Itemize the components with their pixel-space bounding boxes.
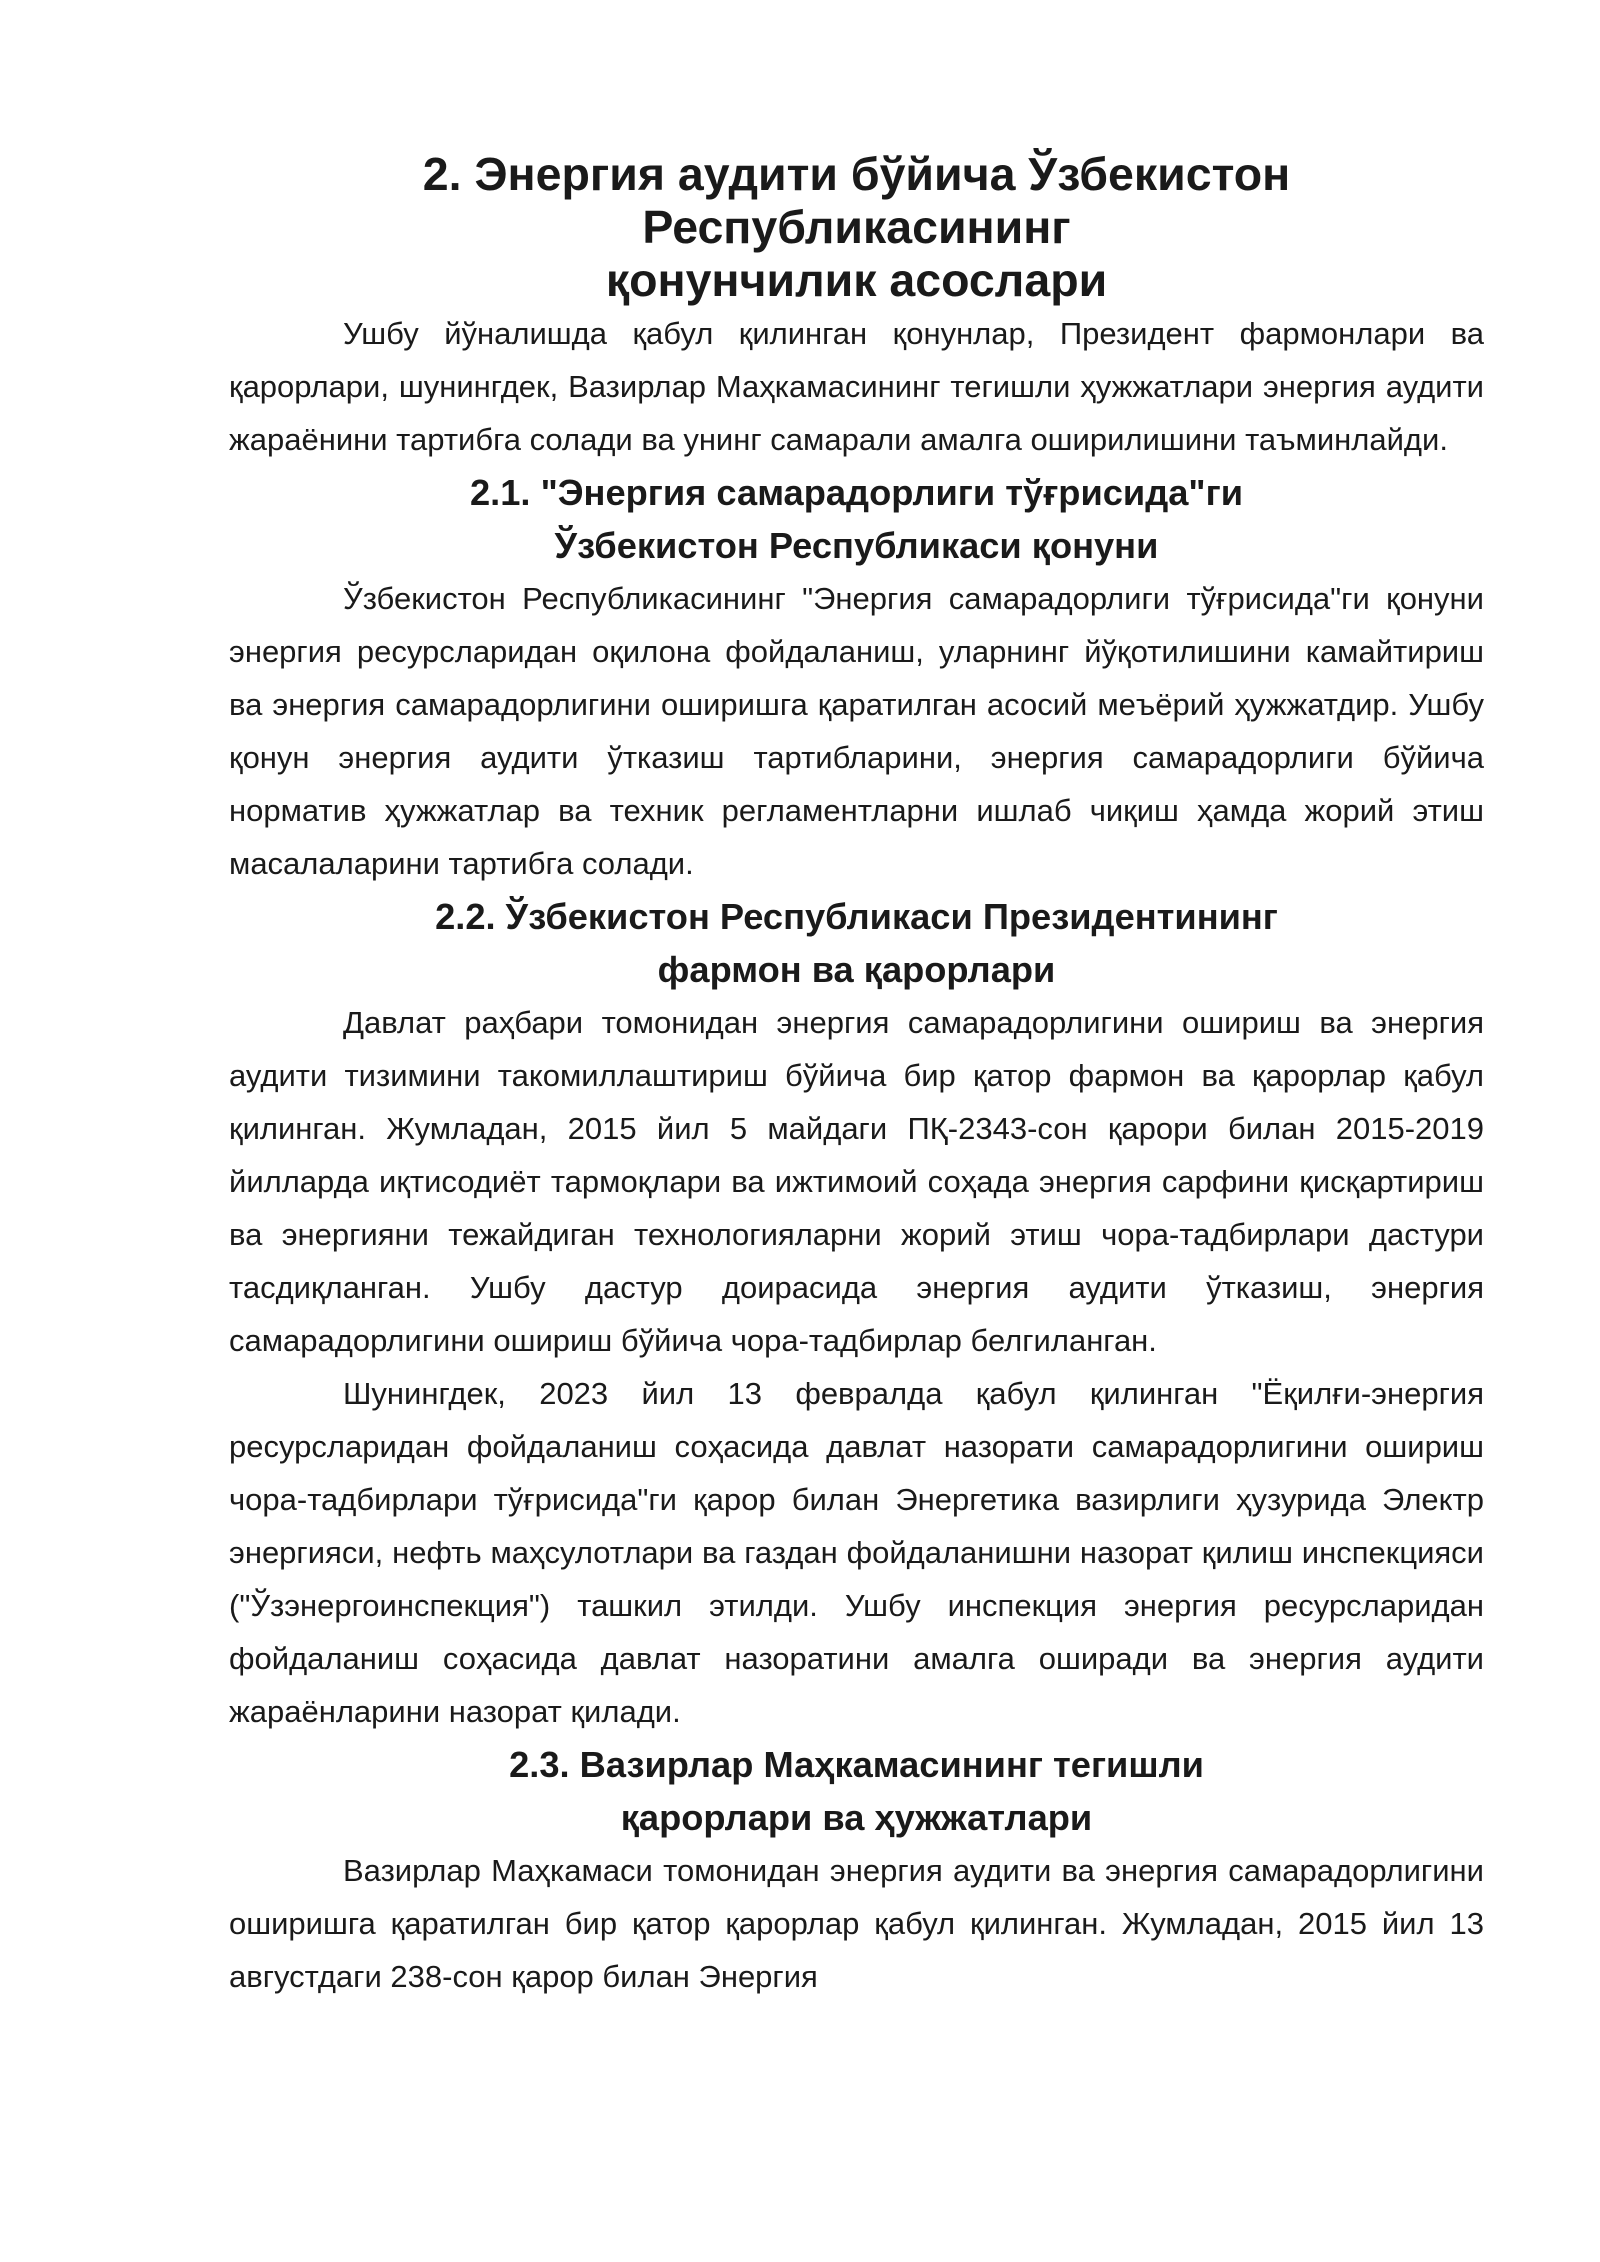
section-2-heading-line-1: 2. Энергия аудити бўйича Ўзбекистон Республикасининг — [422, 148, 1291, 253]
section-2-1-paragraph-1: Ўзбекистон Республикасининг "Энергия самарадорлиги тўғрисида"ги қонуни энергия ресурсларидан оқилона фойдаланиш, уларнинг йўқотилишини камайтириш ва энергия самарадорлигини оширишга қаратилган асосий меъёрий ҳужжатдир. Ушбу қонун энергия аудити ўтказиш тартибларини, энергия самарадорлиги бўйича норматив ҳужжатлар ва техник регламентларни ишлаб чиқиш ҳамда жорий этиш масалаларини тартибга солади. — [229, 581, 1484, 881]
section-2-2-paragraph-1: Давлат раҳбари томонидан энергия самарадорлигини ошириш ва энергия аудити тизимини такомиллаштириш бўйича бир қатор фармон ва қарорлар қабул қилинган. Жумладан, 2015 йил 5 майдаги ПҚ-2343-сон қарори билан 2015-2019 йилларда иқтисодиёт тармоқлари ва ижтимоий соҳада энергия сарфини қисқартириш ва энергияни тежайдиган технологияларни жорий этиш чора-тадбирлари дастури тасдиқланган. Ушбу дастур доирасида энергия аудити ўтказиш, энергия самарадорлигини ошириш бўйича чора-тадбирлар белгиланган. — [229, 1005, 1484, 1358]
section-2-1-heading — [229, 466, 1484, 572]
section-2-2-heading — [229, 890, 1484, 996]
section-2-1-heading-line-2: Ўзбекистон Республикаси қонуни — [554, 525, 1159, 566]
section-2-3-heading-line-1: 2.3. Вазирлар Маҳкамасининг тегишли — [509, 1744, 1204, 1785]
section-2-2-heading-line-2: фармон ва қарорлари — [657, 949, 1056, 990]
section-2-2-heading-line-1: 2.2. Ўзбекистон Республикаси Президентининг — [435, 896, 1278, 937]
document-page — [229, 148, 1484, 2003]
section-2-heading — [229, 148, 1484, 307]
section-2-2-paragraph-2: Шунингдек, 2023 йил 13 февралда қабул қилинган "Ёқилғи-энергия ресурсларидан фойдаланиш соҳасида давлат назорати самарадорлигини ошириш чора-тадбирлари тўғрисида"ги қарор билан Энергетика вазирлиги ҳузурида Электр энергияси, нефть маҳсулотлари ва газдан фойдаланишни назорат қилиш инспекцияси ("Ўзэнергоинспекция") ташкил этилди. Ушбу инспекция энергия ресурсларидан фойдаланиш соҳасида давлат назоратини амалга оширади ва энергия аудити жараёнларини назорат қилади. — [229, 1376, 1484, 1729]
section-2-3-heading — [229, 1738, 1484, 1844]
section-2-3-paragraph-1: Вазирлар Маҳкамаси томонидан энергия аудити ва энергия самарадорлигини оширишга қаратилган бир қатор қарорлар қабул қилинган. Жумладан, 2015 йил 13 августдаги 238-сон қарор билан Энергия — [229, 1853, 1484, 1994]
section-2-3-heading-line-2: қарорлари ва ҳужжатлари — [620, 1797, 1093, 1838]
section-2-1-heading-line-1: 2.1. "Энергия самарадорлиги тўғрисида"ги — [470, 472, 1243, 513]
section-2-paragraph-1: Ушбу йўналишда қабул қилинган қонунлар, Президент фармонлари ва қарорлари, шунингдек, Вазирлар Маҳкамасининг тегишли ҳужжатлари энергия аудити жараёнини тартибга солади ва унинг самарали амалга оширилишини таъминлайди. — [229, 316, 1484, 457]
section-2-heading-line-2: қонунчилик асослари — [605, 254, 1108, 306]
